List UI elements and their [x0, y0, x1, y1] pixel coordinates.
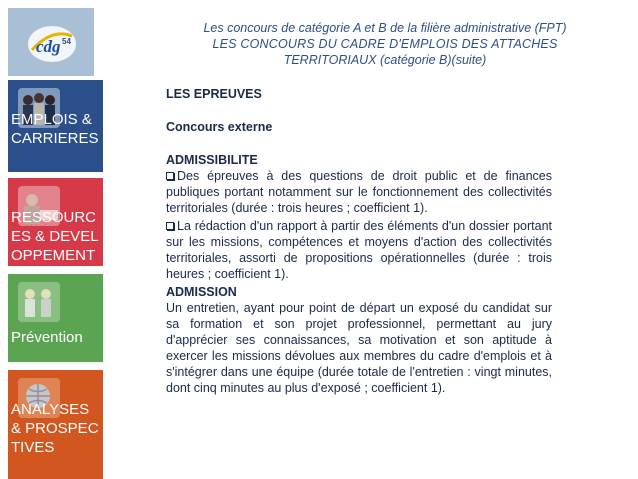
list-item — [166, 168, 552, 216]
cdg-logo-icon — [26, 22, 78, 66]
admissibilite-title: ADMISSIBILITE — [166, 153, 258, 167]
sidebar-item-label: EMPLOIS & CARRIERES — [11, 111, 99, 147]
sidebar-item-label: ANALYSES & PROSPECTIVES — [11, 401, 99, 456]
sidebar-item-label: Prévention — [11, 329, 83, 346]
logo[interactable] — [8, 8, 94, 76]
admission-title: ADMISSION — [166, 285, 237, 299]
checkbox-bullet-icon — [166, 222, 174, 230]
section-title: LES EPREUVES — [166, 87, 262, 101]
slide-content — [166, 86, 552, 396]
sidebar-item-prevention[interactable] — [8, 274, 103, 362]
workers-photo-icon — [18, 282, 60, 322]
header-title-continued: TERRITORIAUX (catégorie B)(suite) — [283, 53, 487, 67]
admission-text: Un entretien, ayant pour point de départ un exposé du candidat sur sa formation et son projet professionnel, permettant au jury d'apprécier ses connaissances, sa motivation et son aptitude à exercer les missions dévolues aux membres du cadre d'emplois et à s'intégrer dans une équipe (durée totale de l'entretien : vingt minutes, dont cinq minutes au plus d'exposé ; coefficient 1). — [166, 301, 552, 395]
list-item-text: La rédaction d'un rapport à partir des éléments d'un dossier portant sur les missions, compétences et moyens d'action des collectivités territoriales, assorti de propositions opérationnelles (durée : trois heures ; coefficient 1). — [166, 219, 552, 281]
subsection-title: Concours externe — [166, 120, 273, 134]
logo-number: 54 — [62, 37, 71, 46]
sidebar-item-ressources[interactable] — [8, 178, 103, 266]
checkbox-bullet-icon — [166, 172, 174, 180]
sidebar-item-label: RESSOURCES & DEVELOPPEMENT — [11, 209, 99, 264]
sidebar-item-analyses[interactable] — [8, 370, 103, 479]
list-item — [166, 218, 552, 282]
header-subtitle: Les concours de catégorie A et B de la filière administrative (FPT) — [203, 21, 567, 35]
header-title: LES CONCOURS DU CADRE D'EMPLOIS DES ATTACHES — [212, 37, 558, 51]
logo-text: cdg — [36, 37, 61, 56]
sidebar-item-emplois[interactable] — [8, 80, 103, 172]
slide-header — [150, 20, 620, 68]
list-item-text: Des épreuves à des questions de droit public et de finances publiques portant notamment sur le fonctionnement des collectivités territoriales (durée : trois heures ; coefficient 1). — [166, 169, 552, 215]
